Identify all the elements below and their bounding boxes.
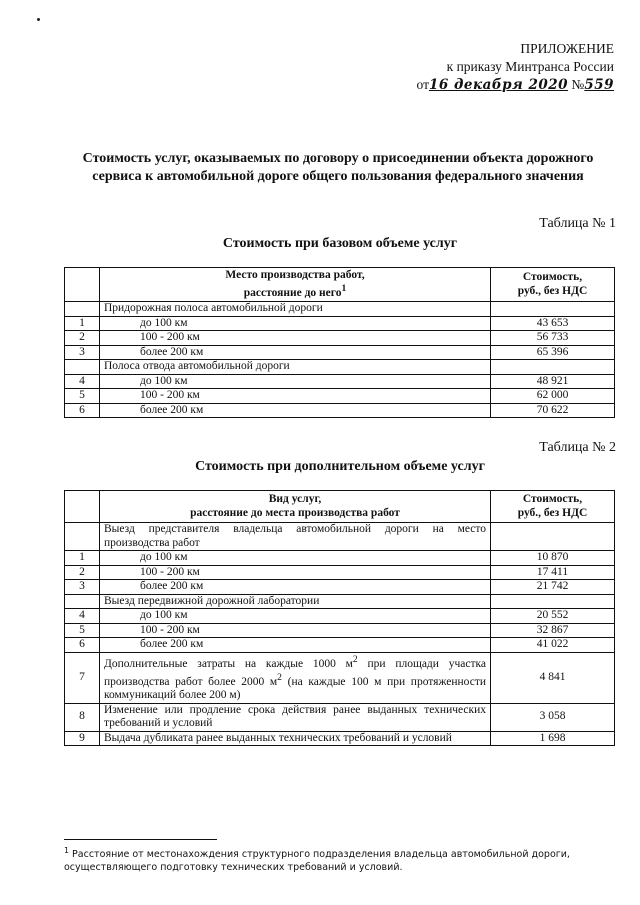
number-prefix: № xyxy=(571,77,585,92)
table-row xyxy=(65,703,615,731)
header-number-cell xyxy=(65,268,100,302)
table-row xyxy=(65,731,615,746)
table-row xyxy=(65,389,615,404)
scan-dot xyxy=(37,18,40,21)
row-cost: 10 870 xyxy=(491,551,615,566)
row-number: 8 xyxy=(65,703,100,731)
header-cost-line1: Стоимость, xyxy=(522,493,583,505)
row-number: 9 xyxy=(65,731,100,746)
row-cost: 65 396 xyxy=(491,345,615,360)
handwritten-date: 16 декабря 2020 xyxy=(428,77,569,93)
row-number: 6 xyxy=(65,403,100,418)
row-cost: 1 698 xyxy=(491,731,615,746)
row-text: до 100 км xyxy=(100,374,491,389)
row-text: более 200 км xyxy=(100,403,491,418)
table1-label: Таблица № 1 xyxy=(539,216,616,231)
footnote-divider xyxy=(64,839,217,840)
handwritten-number: 559 xyxy=(584,77,614,93)
header-place-line1: Место производства работ, xyxy=(225,268,365,281)
row-cost: 17 411 xyxy=(491,565,615,580)
row-number: 4 xyxy=(65,609,100,624)
row-number: 2 xyxy=(65,331,100,346)
header-cost-cell xyxy=(491,268,615,302)
footnote xyxy=(64,844,616,874)
base-services-table xyxy=(64,267,615,418)
order-date-line xyxy=(417,76,615,94)
row-cost: 20 552 xyxy=(491,609,615,624)
header-cost-line2: руб., без НДС xyxy=(517,506,588,519)
row-text: более 200 км xyxy=(100,580,491,595)
header-place-line2: расстояние до него xyxy=(243,286,342,299)
group-row xyxy=(65,360,615,375)
row-text: 100 - 200 км xyxy=(100,389,491,404)
row-text: до 100 км xyxy=(100,316,491,331)
row-text: более 200 км xyxy=(100,638,491,653)
row-number: 1 xyxy=(65,551,100,566)
table-header-row xyxy=(65,491,615,523)
footnote-ref: 1 xyxy=(341,283,347,295)
from-prefix: от xyxy=(416,77,429,92)
table2-label: Таблица № 2 xyxy=(539,440,616,455)
row-number: 5 xyxy=(65,623,100,638)
row-text: 100 - 200 км xyxy=(100,565,491,580)
row-cost: 32 867 xyxy=(491,623,615,638)
row7-text-b: при площади участка производства работ более 2000 м xyxy=(104,657,486,688)
group-label: Выезд передвижной дорожной лаборатории xyxy=(100,594,491,609)
row-cost: 48 921 xyxy=(491,374,615,389)
row-cost: 41 022 xyxy=(491,638,615,653)
order-reference: к приказу Минтранса России xyxy=(446,59,614,74)
group-label: Выезд представителя владельца автомобильной дороги на место производства работ xyxy=(100,523,491,551)
table-row xyxy=(65,403,615,418)
appendix-header xyxy=(417,40,615,94)
group-label: Полоса отвода автомобильной дороги xyxy=(100,360,491,375)
table-row xyxy=(65,345,615,360)
header-place-cell xyxy=(100,268,491,302)
table-row xyxy=(65,623,615,638)
header-cost-line1: Стоимость, xyxy=(522,271,583,283)
row-cost: 4 841 xyxy=(491,652,615,703)
row-text: Изменение или продление срока действия ранее выданных технических требований и условий xyxy=(100,703,491,731)
row-text: Выдача дубликата ранее выданных технических требований и условий xyxy=(100,731,491,746)
row-cost: 70 622 xyxy=(491,403,615,418)
table-header-row xyxy=(65,268,615,302)
row-cost: 21 742 xyxy=(491,580,615,595)
group-row xyxy=(65,302,615,317)
row-number: 5 xyxy=(65,389,100,404)
table-row xyxy=(65,638,615,653)
table-row xyxy=(65,609,615,624)
row-number: 3 xyxy=(65,580,100,595)
header-cost-cell xyxy=(491,491,615,523)
row-text: 100 - 200 км xyxy=(100,623,491,638)
row-text xyxy=(100,652,491,703)
header-kind-line1: Вид услуг, xyxy=(268,493,322,505)
row-number: 2 xyxy=(65,565,100,580)
row-cost: 43 653 xyxy=(491,316,615,331)
header-kind-cell xyxy=(100,491,491,523)
table2-caption: Стоимость при дополнительном объеме услуг xyxy=(195,459,485,474)
group-row xyxy=(65,594,615,609)
footnote-text: Расстояние от местонахождения структурного подразделения владельца автомобильной дороги, осуществляющего подготовку технических требований и условий. xyxy=(64,849,570,874)
row-number: 7 xyxy=(65,652,100,703)
table-row xyxy=(65,565,615,580)
table-row xyxy=(65,316,615,331)
table-row xyxy=(65,580,615,595)
header-cost-line2: руб., без НДС xyxy=(517,284,588,297)
table-row xyxy=(65,374,615,389)
row-text: до 100 км xyxy=(100,551,491,566)
row7-text-a: Дополнительные затраты на каждые 1000 м xyxy=(104,657,353,670)
table-row xyxy=(65,652,615,703)
header-kind-line2: расстояние до места производства работ xyxy=(190,506,400,519)
row-text: 100 - 200 км xyxy=(100,331,491,346)
header-number-cell xyxy=(65,491,100,523)
row-number: 4 xyxy=(65,374,100,389)
group-label: Придорожная полоса автомобильной дороги xyxy=(100,302,491,317)
group-row xyxy=(65,523,615,551)
row-cost: 3 058 xyxy=(491,703,615,731)
table-row xyxy=(65,551,615,566)
row-text: более 200 км xyxy=(100,345,491,360)
row7-sup-a: 2 xyxy=(352,653,358,665)
row-cost: 56 733 xyxy=(491,331,615,346)
row-number: 3 xyxy=(65,345,100,360)
row-cost: 62 000 xyxy=(491,389,615,404)
appendix-label: ПРИЛОЖЕНИЕ xyxy=(520,41,614,56)
table1-caption: Стоимость при базовом объеме услуг xyxy=(222,236,458,251)
row-text: до 100 км xyxy=(100,609,491,624)
footnote-mark: 1 xyxy=(64,846,70,855)
row-number: 1 xyxy=(65,316,100,331)
table-row xyxy=(65,331,615,346)
additional-services-table xyxy=(64,490,615,746)
document-title: Стоимость услуг, оказываемых по договору о присоединении объекта дорожного сервиса к автомобильной дороге общего пользования федерального значения xyxy=(82,151,594,184)
row7-sup-b: 2 xyxy=(277,671,282,683)
row7-text-c: (на каждые 100 м при протяженности коммуникаций более 200 м) xyxy=(104,675,486,702)
row-number: 6 xyxy=(65,638,100,653)
